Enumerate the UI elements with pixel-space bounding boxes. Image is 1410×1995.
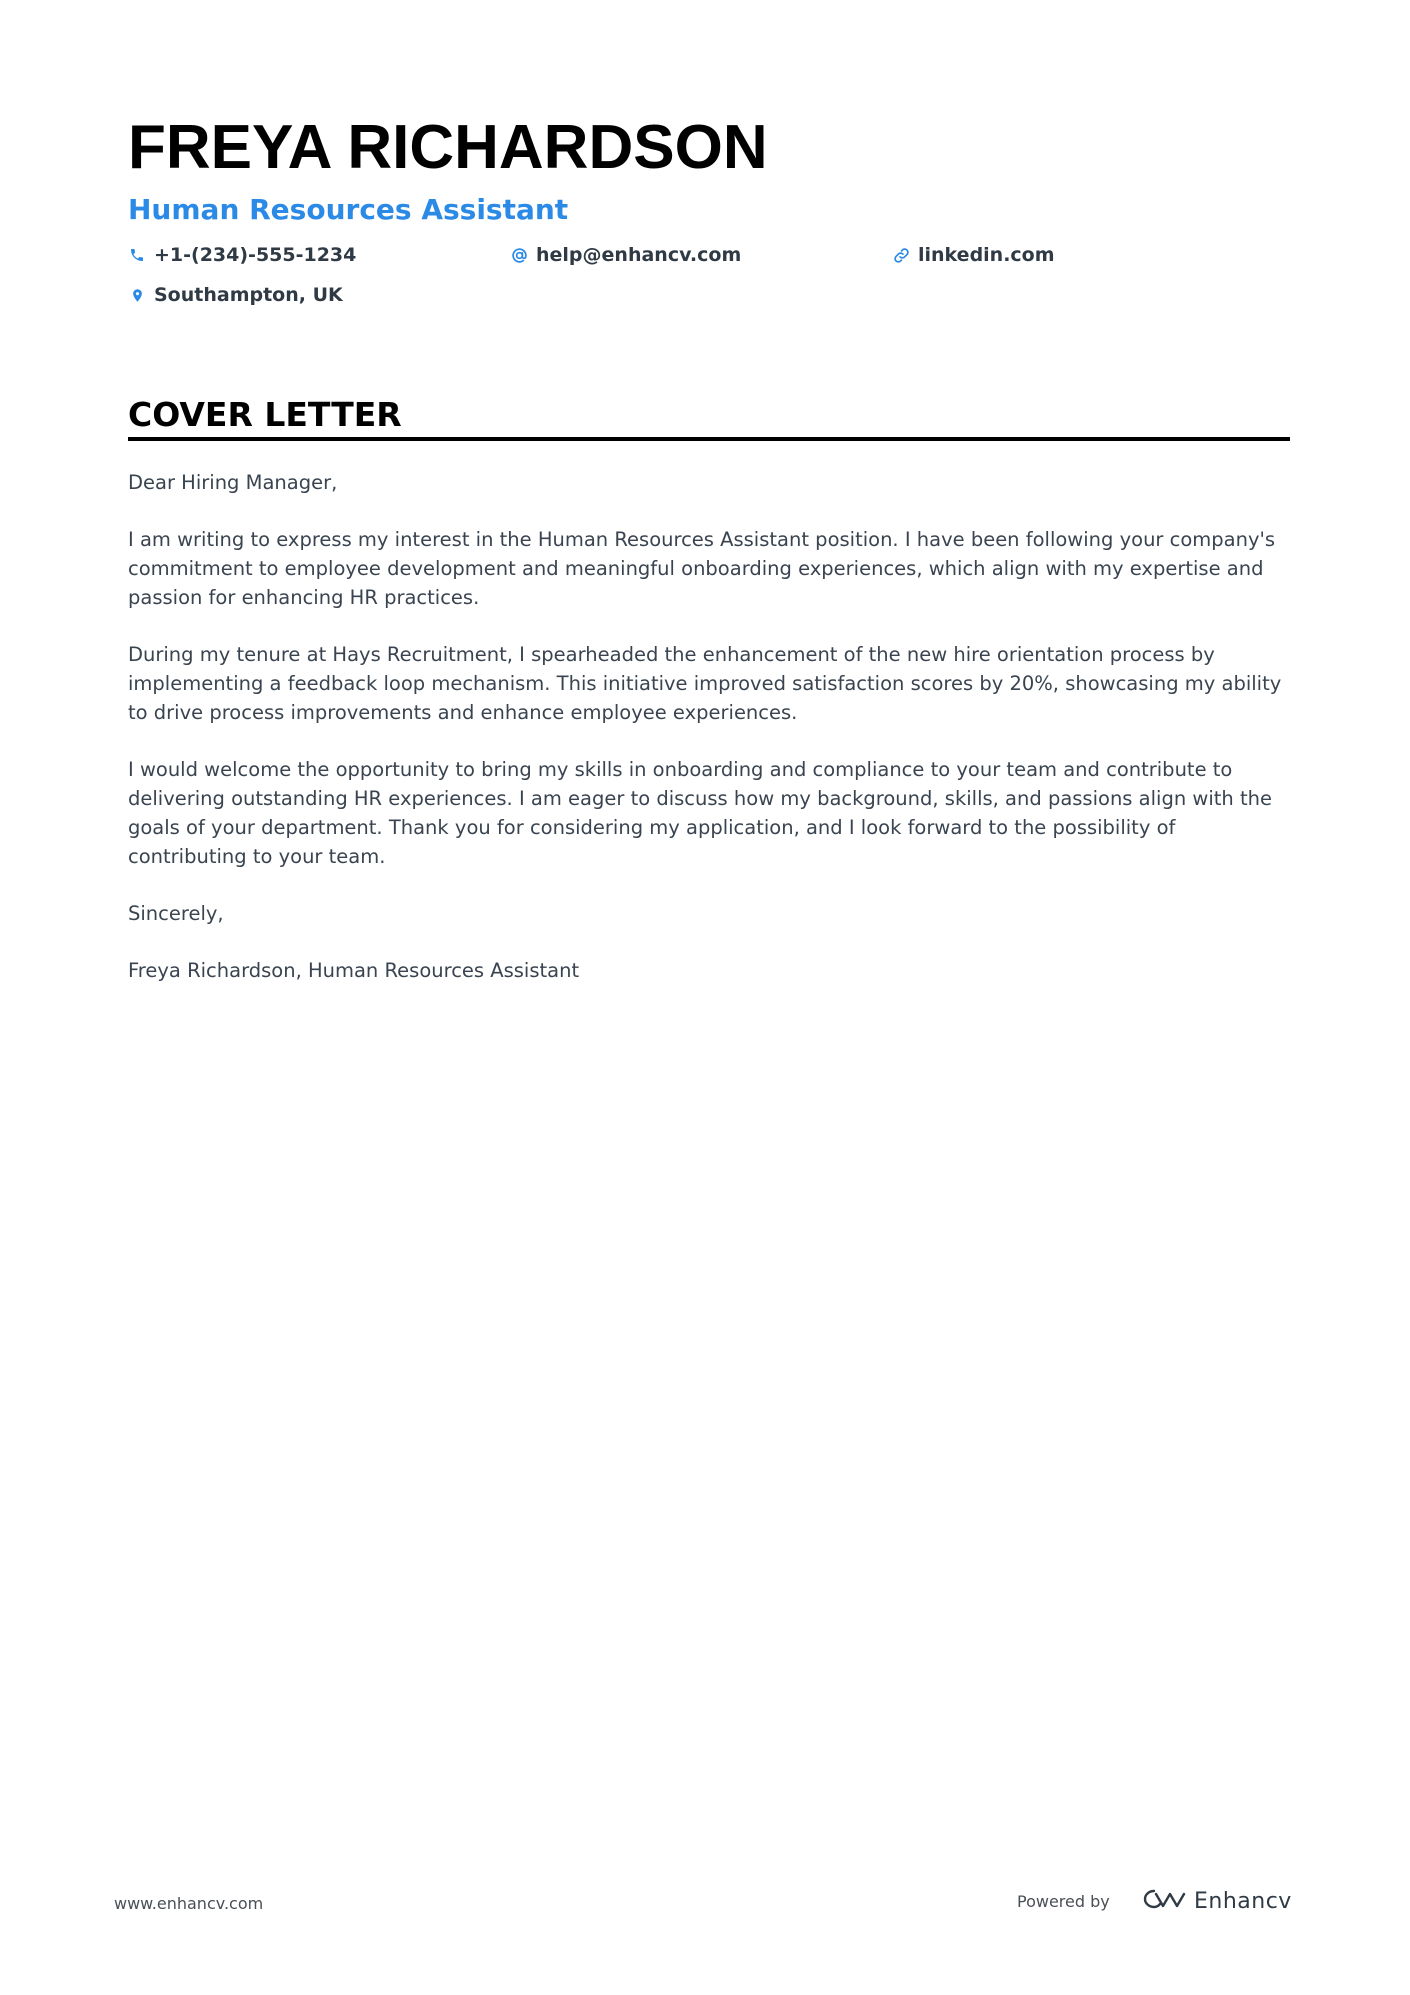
letter-paragraph-2: During my tenure at Hays Recruitment, I spearheaded the enhancement of the new hire orientation process by implementing a feedback loop mechanism. This initiative improved satisfaction scores by 20%, showcasing my ability to drive process improvements and enhance employee experiences. <box>128 643 1282 724</box>
contact-phone <box>128 242 356 268</box>
letter-closing: Sincerely, <box>128 902 224 925</box>
enhancv-logo-icon <box>1138 1886 1186 1916</box>
location-pin-icon <box>128 286 146 304</box>
contact-email-text: help@enhancv.com <box>536 244 742 266</box>
letter-paragraph-1: I am writing to express my interest in the Human Resources Assistant position. I have been following your company's commitment to employee development and meaningful onboarding experiences, which align with my expertise and passion for enhancing HR practices. <box>128 528 1276 609</box>
contact-location <box>128 282 343 308</box>
section-divider <box>128 437 1290 441</box>
contact-linkedin[interactable] <box>892 242 1055 268</box>
letter-body <box>128 468 1290 1013</box>
at-icon <box>510 246 528 264</box>
applicant-role: Human Resources Assistant <box>128 193 569 226</box>
link-icon <box>892 246 910 264</box>
phone-icon <box>128 246 146 264</box>
footer-url[interactable]: www.enhancv.com <box>114 1894 264 1913</box>
contact-email[interactable] <box>510 242 741 268</box>
contact-location-text: Southampton, UK <box>154 284 343 306</box>
contact-phone-text: +1-(234)-555-1234 <box>154 244 357 266</box>
contact-linkedin-text: linkedin.com <box>918 244 1055 266</box>
letter-paragraph-3: I would welcome the opportunity to bring my skills in onboarding and compliance to your team and contribute to delivering outstanding HR experiences. I am eager to discuss how my background, skills, and passions align with the goals of your department. Thank you for considering my application, and I look forward to the possibility of contributing to your team. <box>128 758 1272 868</box>
letter-greeting: Dear Hiring Manager, <box>128 471 338 494</box>
brand-logo[interactable] <box>1138 1886 1292 1916</box>
letter-signature: Freya Richardson, Human Resources Assistant <box>128 959 580 982</box>
powered-by-label: Powered by <box>1017 1892 1110 1911</box>
section-title: COVER LETTER <box>128 395 402 434</box>
applicant-name: FREYA RICHARDSON <box>128 113 768 182</box>
brand-name: Enhancv <box>1194 1888 1292 1914</box>
